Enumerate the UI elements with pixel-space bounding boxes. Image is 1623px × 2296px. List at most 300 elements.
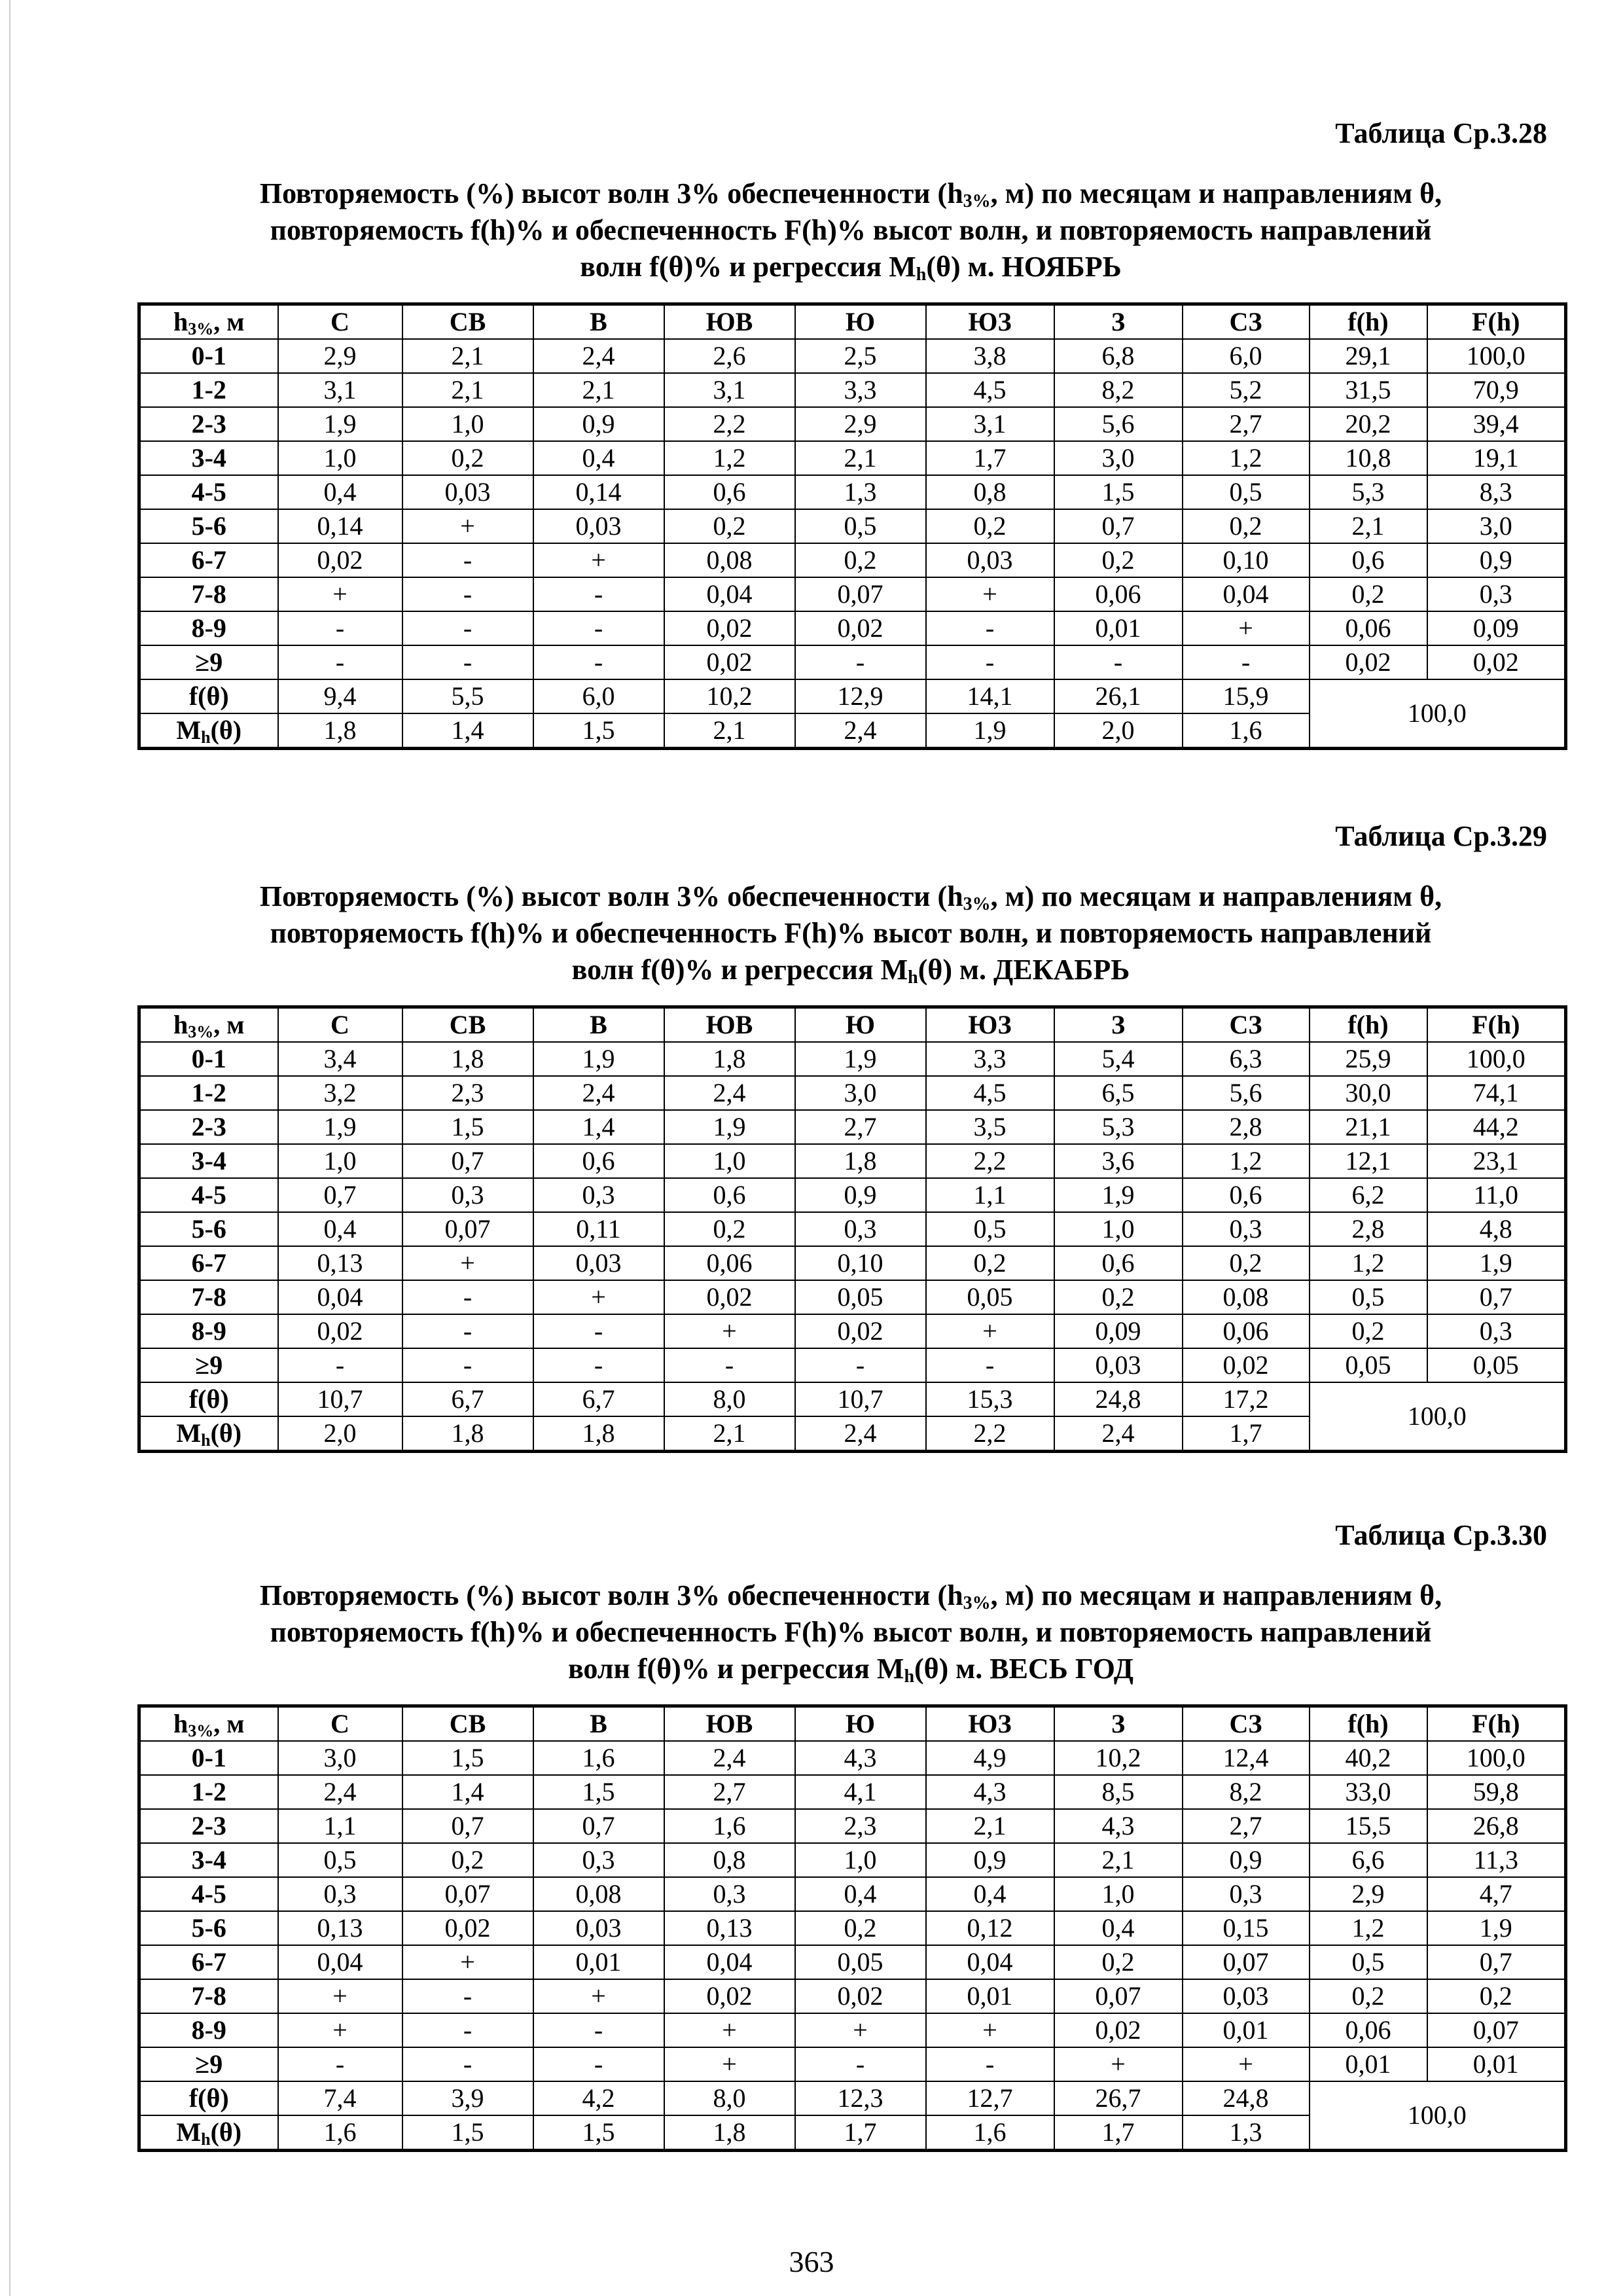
table-cell: 2,9 bbox=[278, 339, 402, 373]
table-cell: 0,02 bbox=[664, 645, 795, 679]
table-cell: 0,7 bbox=[402, 1144, 533, 1178]
table-cell: 12,4 bbox=[1183, 1741, 1310, 1775]
table-cell: 8,2 bbox=[1054, 373, 1183, 407]
column-header: СЗ bbox=[1183, 304, 1310, 340]
table-cell: 0,2 bbox=[1427, 1979, 1566, 2013]
table-cell: 2,9 bbox=[1310, 1877, 1427, 1911]
row-label: 2-3 bbox=[139, 1809, 278, 1843]
m-theta-label bbox=[139, 1416, 278, 1452]
table-cell: 0,4 bbox=[278, 1212, 402, 1246]
m-label-subscript: h bbox=[201, 2130, 211, 2149]
table-cell: 0,6 bbox=[1054, 1246, 1183, 1280]
table-cell: 2,7 bbox=[1183, 407, 1310, 441]
table-cell: 0,9 bbox=[533, 407, 664, 441]
header-subscript: 3% bbox=[188, 1022, 214, 1041]
table-cell: + bbox=[402, 1246, 533, 1280]
table-cell: 0,4 bbox=[926, 1877, 1054, 1911]
table-cell: 3,3 bbox=[795, 373, 926, 407]
header-height-class bbox=[139, 304, 278, 340]
f-theta-cell: 26,7 bbox=[1054, 2081, 1183, 2115]
f-theta-cell: 7,4 bbox=[278, 2081, 402, 2115]
f-theta-cell: 14,1 bbox=[926, 679, 1054, 713]
table-cell: 0,02 bbox=[795, 1979, 926, 2013]
page-number: 363 bbox=[789, 2245, 834, 2278]
table-cell: 4,9 bbox=[926, 1741, 1054, 1775]
row-label: 2-3 bbox=[139, 407, 278, 441]
caption-line-3 bbox=[137, 1651, 1564, 1687]
table-cell: - bbox=[795, 2047, 926, 2081]
row-label: 6-7 bbox=[139, 1246, 278, 1280]
table-cell: - bbox=[533, 1314, 664, 1348]
table-cell: 2,4 bbox=[664, 1076, 795, 1110]
table-cell: - bbox=[664, 1348, 795, 1382]
f-theta-row bbox=[139, 2081, 1566, 2115]
table-cell: 6,0 bbox=[1183, 339, 1310, 373]
caption-text: волн f(θ)% и регрессия M bbox=[567, 1653, 904, 1685]
m-theta-cell: 1,3 bbox=[1183, 2115, 1310, 2151]
table-row bbox=[139, 1843, 1566, 1877]
f-theta-cell: 10,7 bbox=[278, 1382, 402, 1416]
m-theta-label bbox=[139, 713, 278, 749]
table-cell: 0,02 bbox=[1054, 2013, 1183, 2047]
wave-height-table bbox=[137, 1005, 1567, 1453]
table-cell: 0,03 bbox=[533, 509, 664, 543]
table-cell: 3,4 bbox=[278, 1042, 402, 1076]
table-cell: 1,8 bbox=[795, 1144, 926, 1178]
table-cell: 0,7 bbox=[1054, 509, 1183, 543]
table-caption bbox=[137, 878, 1564, 988]
column-header: f(h) bbox=[1310, 304, 1427, 340]
table-cell: + bbox=[1183, 2047, 1310, 2081]
m-theta-cell: 1,8 bbox=[402, 1416, 533, 1452]
row-label: 7-8 bbox=[139, 1979, 278, 2013]
table-row bbox=[139, 441, 1566, 475]
table-row bbox=[139, 339, 1566, 373]
table-cell: 10,8 bbox=[1310, 441, 1427, 475]
table-cell: 0,01 bbox=[533, 1945, 664, 1979]
table-cell: 0,5 bbox=[795, 509, 926, 543]
f-theta-cell: 8,0 bbox=[664, 1382, 795, 1416]
table-cell: 0,2 bbox=[1310, 577, 1427, 611]
table-cell: + bbox=[795, 2013, 926, 2047]
total-cell: 100,0 bbox=[1310, 679, 1566, 749]
f-theta-cell: 4,2 bbox=[533, 2081, 664, 2115]
row-label: 1-2 bbox=[139, 1076, 278, 1110]
caption-text: (θ) м. НОЯБРЬ bbox=[926, 251, 1122, 283]
table-cell: 1,2 bbox=[1310, 1246, 1427, 1280]
row-label: 8-9 bbox=[139, 1314, 278, 1348]
table-cell: - bbox=[402, 645, 533, 679]
table-cell: - bbox=[533, 2013, 664, 2047]
table-cell: 0,9 bbox=[1427, 543, 1566, 577]
column-header: СВ bbox=[402, 304, 533, 340]
table-cell: 2,1 bbox=[1310, 509, 1427, 543]
table-cell: + bbox=[278, 577, 402, 611]
table-cell: 1,9 bbox=[795, 1042, 926, 1076]
m-label-main: M bbox=[176, 1418, 202, 1448]
table-cell: 0,2 bbox=[1183, 509, 1310, 543]
table-row bbox=[139, 1110, 1566, 1144]
table-cell: 0,3 bbox=[1183, 1212, 1310, 1246]
table-row bbox=[139, 475, 1566, 509]
table-cell: 0,07 bbox=[402, 1877, 533, 1911]
table-cell: 0,3 bbox=[1427, 577, 1566, 611]
table-cell: 0,13 bbox=[278, 1246, 402, 1280]
f-theta-cell: 3,9 bbox=[402, 2081, 533, 2115]
column-header: F(h) bbox=[1427, 304, 1566, 340]
row-label: 8-9 bbox=[139, 2013, 278, 2047]
table-cell: 0,06 bbox=[664, 1246, 795, 1280]
table-cell: 0,3 bbox=[533, 1843, 664, 1877]
table-cell: 0,07 bbox=[1183, 1945, 1310, 1979]
table-cell: 0,6 bbox=[1183, 1178, 1310, 1212]
table-cell: 2,6 bbox=[664, 339, 795, 373]
caption-text: (θ) м. ДЕКАБРЬ bbox=[918, 954, 1130, 986]
table-cell: 2,3 bbox=[402, 1076, 533, 1110]
m-theta-cell: 1,5 bbox=[533, 713, 664, 749]
table-cell: 0,4 bbox=[278, 475, 402, 509]
table-row bbox=[139, 1042, 1566, 1076]
table-cell: 0,03 bbox=[1183, 1979, 1310, 2013]
table-cell: 12,1 bbox=[1310, 1144, 1427, 1178]
table-cell: 3,1 bbox=[926, 407, 1054, 441]
table-cell: 0,07 bbox=[1054, 1979, 1183, 2013]
table-cell: - bbox=[926, 1348, 1054, 1382]
table-cell: 1,9 bbox=[1427, 1246, 1566, 1280]
caption-line-1 bbox=[137, 1577, 1564, 1614]
caption-subscript: 3% bbox=[963, 894, 991, 914]
table-cell: - bbox=[278, 611, 402, 645]
table-cell: 2,4 bbox=[278, 1775, 402, 1809]
table-cell: 0,03 bbox=[533, 1246, 664, 1280]
table-cell: 0,08 bbox=[533, 1877, 664, 1911]
f-theta-cell: 5,5 bbox=[402, 679, 533, 713]
table-cell: 0,3 bbox=[278, 1877, 402, 1911]
table-cell: 1,6 bbox=[533, 1741, 664, 1775]
table-cell: + bbox=[926, 577, 1054, 611]
table-row bbox=[139, 1348, 1566, 1382]
f-theta-label: f(θ) bbox=[139, 2081, 278, 2115]
table-cell: 0,02 bbox=[664, 611, 795, 645]
page-edge-line bbox=[9, 0, 10, 2296]
table-cell: 1,0 bbox=[664, 1144, 795, 1178]
table-cell: 0,6 bbox=[533, 1144, 664, 1178]
table-cell: 0,09 bbox=[1054, 1314, 1183, 1348]
column-header: СЗ bbox=[1183, 1007, 1310, 1043]
table-cell: 0,2 bbox=[1054, 1945, 1183, 1979]
table-cell: 1,9 bbox=[533, 1042, 664, 1076]
m-theta-cell: 1,5 bbox=[533, 2115, 664, 2151]
table-cell: 6,2 bbox=[1310, 1178, 1427, 1212]
table-cell: 0,2 bbox=[1310, 1979, 1427, 2013]
table-cell: - bbox=[402, 1314, 533, 1348]
table-row bbox=[139, 1314, 1566, 1348]
table-cell: 0,4 bbox=[1054, 1911, 1183, 1945]
table-cell: 0,02 bbox=[278, 543, 402, 577]
table-cell: 0,01 bbox=[1427, 2047, 1566, 2081]
table-cell: 0,02 bbox=[1427, 645, 1566, 679]
table-cell: 1,2 bbox=[1183, 1144, 1310, 1178]
table-cell: 0,2 bbox=[1183, 1246, 1310, 1280]
table-cell: 2,4 bbox=[533, 1076, 664, 1110]
f-theta-cell: 15,3 bbox=[926, 1382, 1054, 1416]
header-height-class bbox=[139, 1007, 278, 1043]
row-label: 2-3 bbox=[139, 1110, 278, 1144]
table-cell: 2,2 bbox=[664, 407, 795, 441]
table-cell: 2,9 bbox=[795, 407, 926, 441]
table-row bbox=[139, 543, 1566, 577]
table-cell: 0,5 bbox=[278, 1843, 402, 1877]
row-label: 3-4 bbox=[139, 1144, 278, 1178]
table-cell: 6,3 bbox=[1183, 1042, 1310, 1076]
table-cell: 0,15 bbox=[1183, 1911, 1310, 1945]
table-cell: + bbox=[1183, 611, 1310, 645]
column-header: В bbox=[533, 1706, 664, 1742]
column-header: С bbox=[278, 1706, 402, 1742]
row-label: 8-9 bbox=[139, 611, 278, 645]
row-label: 6-7 bbox=[139, 1945, 278, 1979]
table-cell: 6,6 bbox=[1310, 1843, 1427, 1877]
table-cell: 0,2 bbox=[402, 441, 533, 475]
table-cell: 10,2 bbox=[1054, 1741, 1183, 1775]
table-cell: 0,02 bbox=[278, 1314, 402, 1348]
table-cell: 0,7 bbox=[1427, 1280, 1566, 1314]
table-cell: 6,5 bbox=[1054, 1076, 1183, 1110]
table-cell: 3,1 bbox=[278, 373, 402, 407]
table-cell: 0,8 bbox=[926, 475, 1054, 509]
column-header: С bbox=[278, 1007, 402, 1043]
table-row bbox=[139, 1280, 1566, 1314]
table-cell: 2,4 bbox=[533, 339, 664, 373]
table-cell: 2,1 bbox=[402, 339, 533, 373]
table-cell: - bbox=[402, 577, 533, 611]
table-cell: 1,0 bbox=[402, 407, 533, 441]
table-row bbox=[139, 1178, 1566, 1212]
table-cell: + bbox=[533, 1979, 664, 2013]
row-label: 3-4 bbox=[139, 1843, 278, 1877]
table-cell: 3,5 bbox=[926, 1110, 1054, 1144]
f-theta-cell: 8,0 bbox=[664, 2081, 795, 2115]
column-header: З bbox=[1054, 1007, 1183, 1043]
table-row bbox=[139, 1911, 1566, 1945]
table-cell: 1,1 bbox=[278, 1809, 402, 1843]
table-cell: 0,10 bbox=[1183, 543, 1310, 577]
m-theta-cell: 1,8 bbox=[278, 713, 402, 749]
table-cell: 0,14 bbox=[533, 475, 664, 509]
m-theta-cell: 1,6 bbox=[278, 2115, 402, 2151]
table-cell: 2,1 bbox=[533, 373, 664, 407]
m-theta-cell: 2,4 bbox=[795, 1416, 926, 1452]
table-cell: + bbox=[926, 1314, 1054, 1348]
caption-text: , м) по месяцам и направлениям θ, bbox=[990, 880, 1442, 912]
caption-subscript: 3% bbox=[963, 191, 991, 211]
m-theta-cell: 2,0 bbox=[1054, 713, 1183, 749]
header-height-class bbox=[139, 1706, 278, 1742]
table-cell: 1,9 bbox=[278, 1110, 402, 1144]
table-cell: + bbox=[533, 543, 664, 577]
header-subscript: 3% bbox=[188, 319, 214, 338]
header-row bbox=[139, 1706, 1566, 1742]
header-h: h bbox=[173, 307, 188, 336]
total-cell: 100,0 bbox=[1310, 1382, 1566, 1452]
row-label: 5-6 bbox=[139, 1212, 278, 1246]
table-section-full-year bbox=[137, 1517, 1564, 2152]
m-theta-label bbox=[139, 2115, 278, 2151]
m-theta-cell: 1,7 bbox=[1183, 1416, 1310, 1452]
table-cell: 0,3 bbox=[664, 1877, 795, 1911]
column-header: ЮВ bbox=[664, 1706, 795, 1742]
table-cell: - bbox=[402, 611, 533, 645]
table-cell: 11,3 bbox=[1427, 1843, 1566, 1877]
m-theta-cell: 2,1 bbox=[664, 1416, 795, 1452]
column-header: З bbox=[1054, 1706, 1183, 1742]
table-cell: 74,1 bbox=[1427, 1076, 1566, 1110]
table-cell: 2,7 bbox=[795, 1110, 926, 1144]
column-header: СВ bbox=[402, 1007, 533, 1043]
table-row bbox=[139, 2047, 1566, 2081]
table-cell: 1,9 bbox=[278, 407, 402, 441]
column-header: ЮВ bbox=[664, 1007, 795, 1043]
caption-line-1 bbox=[137, 878, 1564, 915]
total-cell: 100,0 bbox=[1310, 2081, 1566, 2151]
caption-text: Повторяемость (%) высот волн 3% обеспеченности (h bbox=[259, 1579, 963, 1611]
table-cell: 2,7 bbox=[1183, 1809, 1310, 1843]
table-cell: 0,04 bbox=[1183, 577, 1310, 611]
m-theta-cell: 1,4 bbox=[402, 713, 533, 749]
table-cell: 6,8 bbox=[1054, 339, 1183, 373]
table-cell: 0,03 bbox=[1054, 1348, 1183, 1382]
m-theta-cell: 1,5 bbox=[402, 2115, 533, 2151]
table-cell: 1,0 bbox=[1054, 1212, 1183, 1246]
table-cell: 1,3 bbox=[795, 475, 926, 509]
row-label: 5-6 bbox=[139, 1911, 278, 1945]
table-cell: 3,0 bbox=[1054, 441, 1183, 475]
table-cell: 3,0 bbox=[795, 1076, 926, 1110]
m-theta-cell: 1,6 bbox=[1183, 713, 1310, 749]
caption-text: волн f(θ)% и регрессия M bbox=[580, 251, 916, 283]
header-row bbox=[139, 304, 1566, 340]
table-cell: 0,06 bbox=[1310, 611, 1427, 645]
table-cell: 3,6 bbox=[1054, 1144, 1183, 1178]
table-cell: 0,10 bbox=[795, 1246, 926, 1280]
row-label: ≥9 bbox=[139, 645, 278, 679]
table-row bbox=[139, 577, 1566, 611]
table-cell: 0,13 bbox=[278, 1911, 402, 1945]
table-cell: 2,7 bbox=[664, 1775, 795, 1809]
table-cell: 8,5 bbox=[1054, 1775, 1183, 1809]
table-cell: 0,2 bbox=[664, 509, 795, 543]
table-cell: 0,07 bbox=[402, 1212, 533, 1246]
table-cell: 0,02 bbox=[664, 1280, 795, 1314]
table-cell: 39,4 bbox=[1427, 407, 1566, 441]
m-theta-cell: 2,4 bbox=[1054, 1416, 1183, 1452]
table-cell: 100,0 bbox=[1427, 1042, 1566, 1076]
table-cell: 0,06 bbox=[1310, 2013, 1427, 2047]
caption-line-3 bbox=[137, 952, 1564, 988]
m-theta-cell: 1,7 bbox=[795, 2115, 926, 2151]
table-cell: 0,2 bbox=[664, 1212, 795, 1246]
table-cell: 0,9 bbox=[926, 1843, 1054, 1877]
table-cell: 1,5 bbox=[402, 1741, 533, 1775]
table-cell: 25,9 bbox=[1310, 1042, 1427, 1076]
table-cell: 100,0 bbox=[1427, 1741, 1566, 1775]
f-theta-cell: 12,9 bbox=[795, 679, 926, 713]
table-row bbox=[139, 373, 1566, 407]
table-row bbox=[139, 1979, 1566, 2013]
table-cell: 0,5 bbox=[926, 1212, 1054, 1246]
table-cell: 0,5 bbox=[1183, 475, 1310, 509]
table-cell: - bbox=[402, 1280, 533, 1314]
table-cell: 1,6 bbox=[664, 1809, 795, 1843]
table-cell: 0,07 bbox=[795, 577, 926, 611]
table-row bbox=[139, 1144, 1566, 1178]
table-cell: 0,6 bbox=[664, 475, 795, 509]
table-cell: 1,0 bbox=[795, 1843, 926, 1877]
table-cell: 23,1 bbox=[1427, 1144, 1566, 1178]
table-cell: 2,1 bbox=[926, 1809, 1054, 1843]
table-cell: 1,4 bbox=[533, 1110, 664, 1144]
table-cell: 1,4 bbox=[402, 1775, 533, 1809]
table-cell: 0,04 bbox=[664, 1945, 795, 1979]
caption-line-2: повторяемость f(h)% и обеспеченность F(h)% высот волн, и повторяемость направлений bbox=[270, 1616, 1432, 1648]
m-label-subscript: h bbox=[201, 1431, 211, 1450]
column-header: Ю bbox=[795, 304, 926, 340]
table-caption bbox=[137, 175, 1564, 285]
m-theta-cell: 1,8 bbox=[664, 2115, 795, 2151]
f-theta-row bbox=[139, 1382, 1566, 1416]
m-theta-cell: 1,8 bbox=[533, 1416, 664, 1452]
table-cell: 8,2 bbox=[1183, 1775, 1310, 1809]
column-header: ЮЗ bbox=[926, 1007, 1054, 1043]
table-cell: - bbox=[402, 2013, 533, 2047]
caption-text: Повторяемость (%) высот волн 3% обеспеченности (h bbox=[259, 177, 963, 209]
table-cell: 0,04 bbox=[664, 577, 795, 611]
table-cell: 5,2 bbox=[1183, 373, 1310, 407]
f-theta-cell: 26,1 bbox=[1054, 679, 1183, 713]
table-cell: 33,0 bbox=[1310, 1775, 1427, 1809]
column-header: В bbox=[533, 1007, 664, 1043]
table-row bbox=[139, 611, 1566, 645]
table-cell: 0,4 bbox=[533, 441, 664, 475]
header-subscript: 3% bbox=[188, 1721, 214, 1740]
table-row bbox=[139, 1809, 1566, 1843]
table-number: Таблица Ср.3.28 bbox=[1335, 117, 1547, 149]
table-cell: 2,8 bbox=[1310, 1212, 1427, 1246]
column-header: СВ bbox=[402, 1706, 533, 1742]
table-cell: 0,02 bbox=[402, 1911, 533, 1945]
row-label: 4-5 bbox=[139, 1178, 278, 1212]
table-cell: 0,01 bbox=[926, 1979, 1054, 2013]
table-section-december bbox=[137, 818, 1564, 1453]
caption-text: Повторяемость (%) высот волн 3% обеспеченности (h bbox=[259, 880, 963, 912]
table-cell: + bbox=[278, 2013, 402, 2047]
table-row bbox=[139, 1775, 1566, 1809]
caption-line-2: повторяемость f(h)% и обеспеченность F(h)% высот волн, и повторяемость направлений bbox=[270, 214, 1432, 246]
table-cell: 1,9 bbox=[664, 1110, 795, 1144]
table-cell: 0,9 bbox=[1183, 1843, 1310, 1877]
table-cell: 3,8 bbox=[926, 339, 1054, 373]
table-number: Таблица Ср.3.29 bbox=[1335, 820, 1547, 852]
table-cell: 1,5 bbox=[402, 1110, 533, 1144]
m-theta-cell: 2,0 bbox=[278, 1416, 402, 1452]
table-cell: 0,5 bbox=[1310, 1945, 1427, 1979]
m-theta-cell: 2,1 bbox=[664, 713, 795, 749]
table-cell: 0,03 bbox=[402, 475, 533, 509]
table-cell: 5,6 bbox=[1183, 1076, 1310, 1110]
table-cell: 0,09 bbox=[1427, 611, 1566, 645]
table-cell: 1,2 bbox=[1310, 1911, 1427, 1945]
row-label: 7-8 bbox=[139, 1280, 278, 1314]
